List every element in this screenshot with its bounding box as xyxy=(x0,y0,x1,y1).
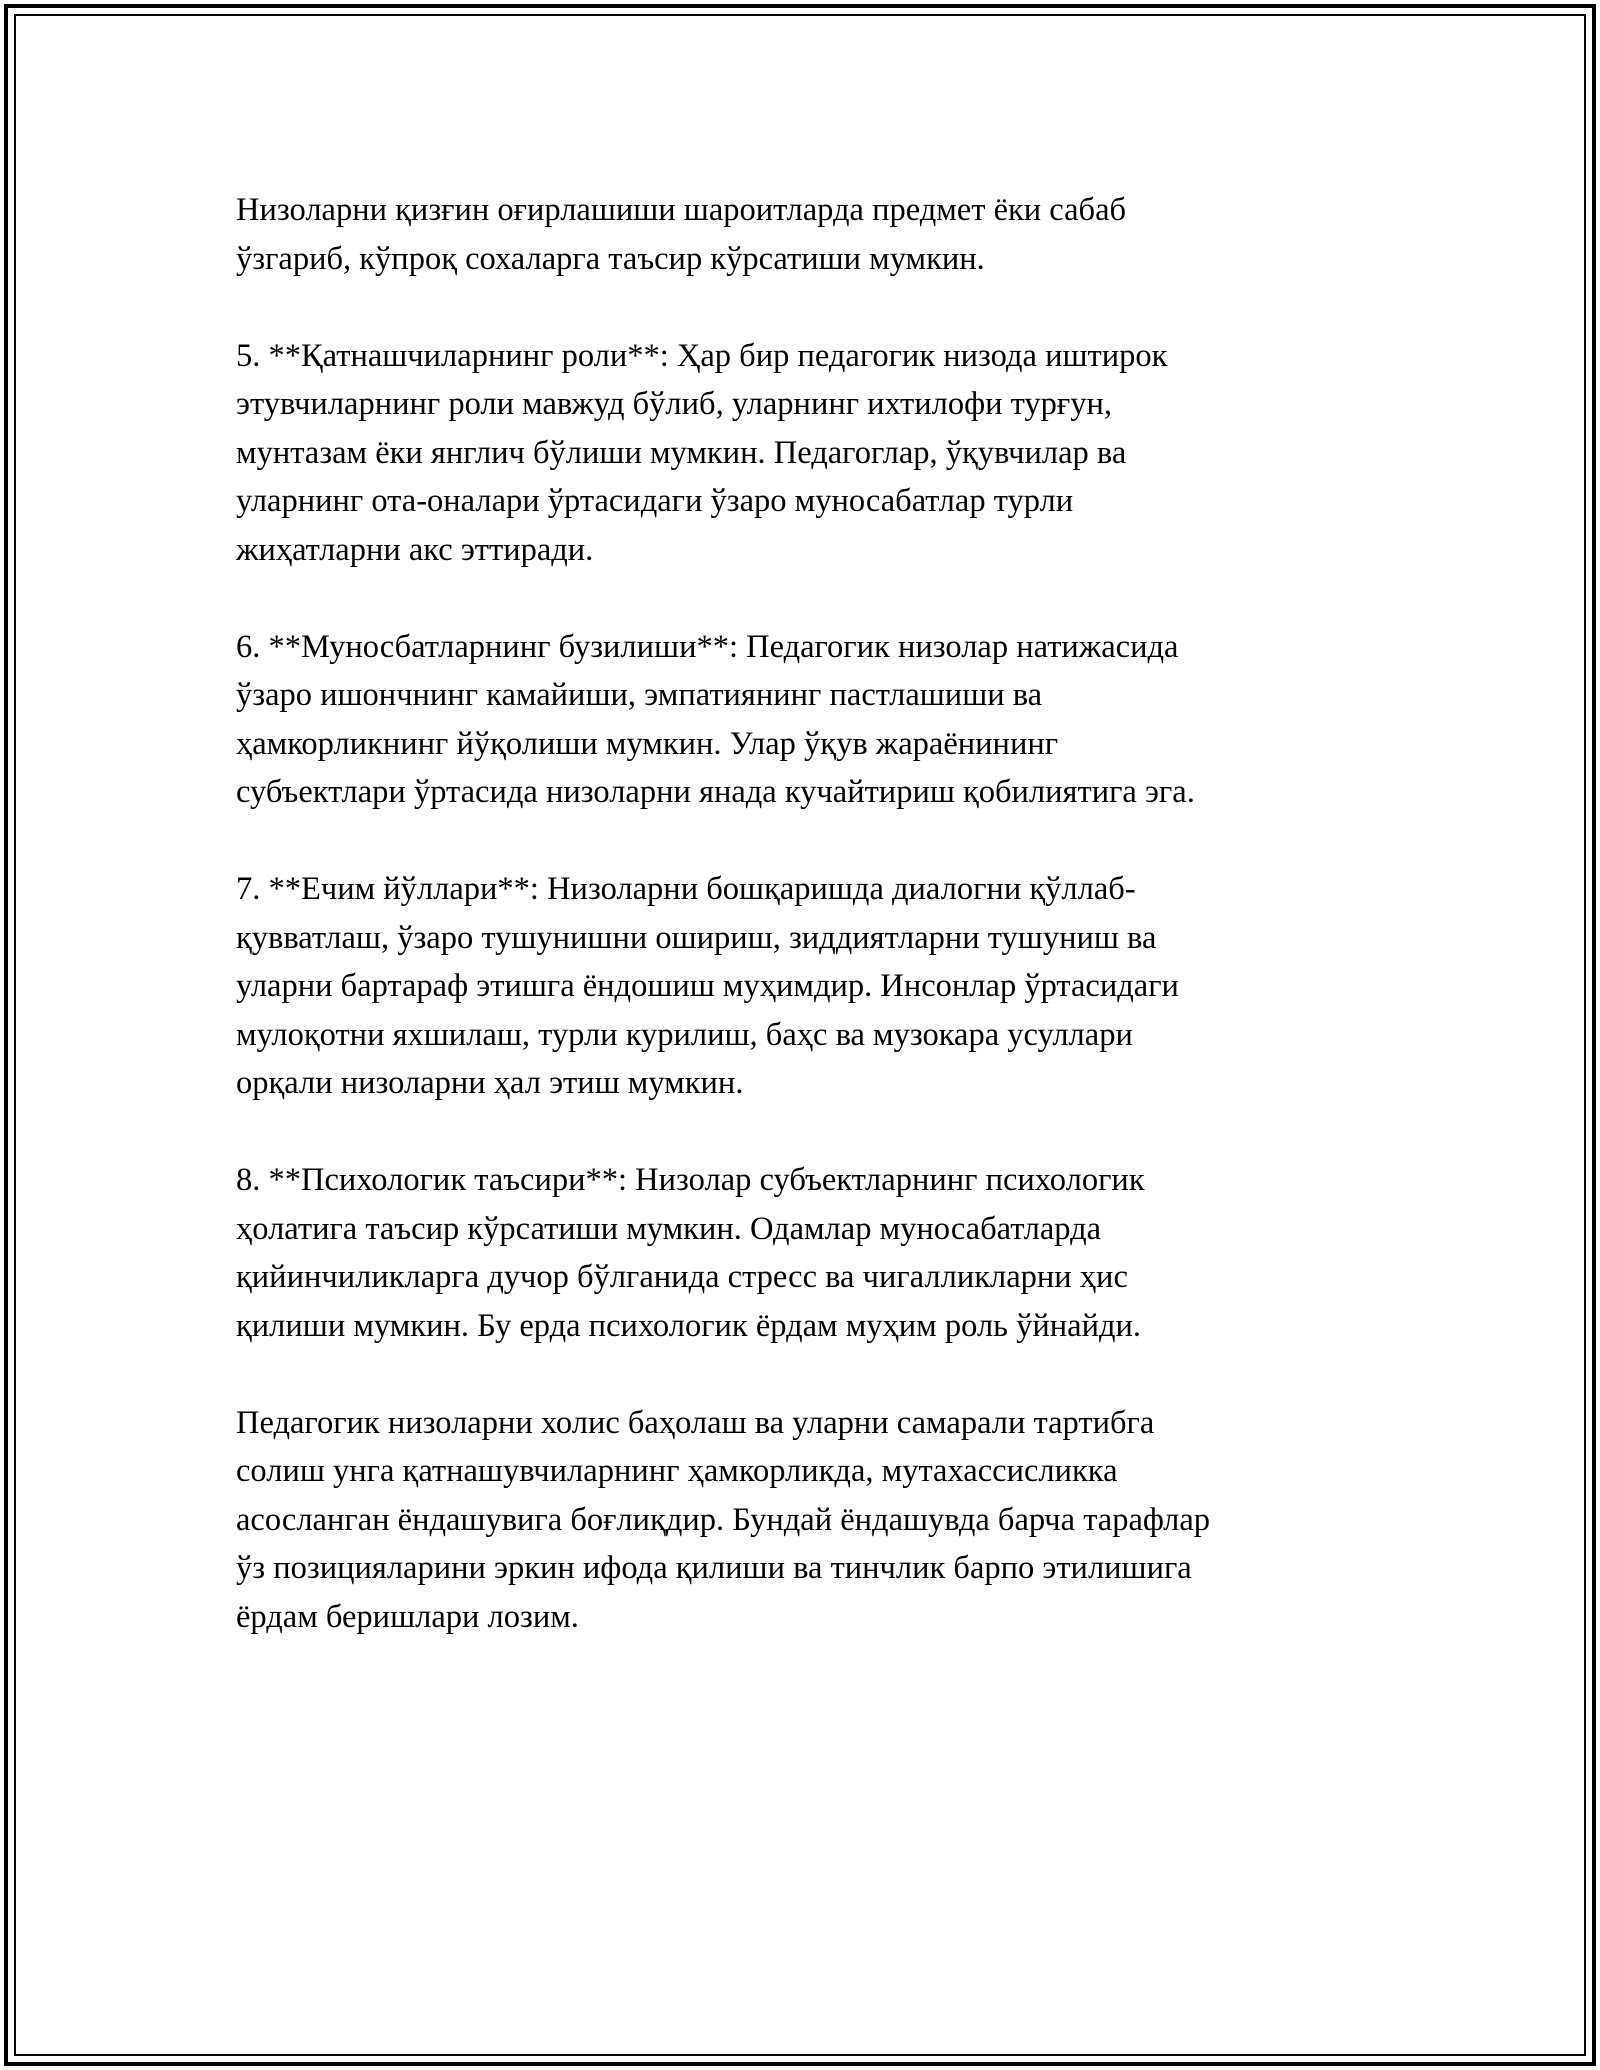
paragraph-conclusion: Педагогик низоларни холис баҳолаш ва уларни самарали тартибга солиш унга қатнашувчиларнинг ҳамкорликда, мутахассисликка асосланган ёндашувига боғлиқдир. Бундай ёндашувда барча тарафлар ўз позицияларини эркин ифода қилиши ва тинчлик барпо этилишига ёрдам беришлари лозим. xyxy=(236,1404,1211,1635)
paragraph-intro: Низоларни қизғин оғирлашиши шароитларда предмет ёки сабаб ўзгариб, кўпроқ сохаларга таъсир кўрсатиши мумкин. xyxy=(236,192,1127,277)
paragraph-item-5: 5. **Қатнашчиларнинг роли**: Ҳар бир педагогик низода иштирок этувчиларнинг роли мавжуд бўлиб, уларнинг ихтилофи турғун, мунтазам ёки янглич бўлиши мумкин. Педагоглар, ўқувчилар ва уларнинг ота-оналари ўртасидаги ўзаро муносабатлар турли жиҳатларни акс эттиради. xyxy=(236,337,1168,568)
paragraph-item-8: 8. **Психологик таъсири**: Низолар субъектларнинг психологик ҳолатига таъсир кўрсатиши мумкин. Одамлар муносабатларда қийинчиликларга дучор бўлганида стресс ва чигалликларни ҳис қилиши мумкин. Бу ерда психологик ёрдам муҳим роль ўйнайди. xyxy=(236,1162,1145,1344)
paragraph-item-7: 7. **Ечим йўллари**: Низоларни бошқаришда диалогни қўллаб- қувватлаш, ўзаро тушунишни ошириш, зиддиятларни тушуниш ва уларни бартараф этишга ёндошиш муҳимдир. Инсонлар ўртасидаги мулоқотни яхшилаш, турли курилиш, баҳс ва музокара усуллари орқали низоларни ҳал этиш мумкин. xyxy=(236,871,1179,1101)
document-body xyxy=(236,186,1366,1690)
paragraph-item-6: 6. **Муносбатларнинг бузилиши**: Педагогик низолар натижасида ўзаро ишончнинг камайиши, эмпатиянинг пастлашиши ва ҳамкорликнинг йўқолиши мумкин. Улар ўқув жараёнининг субъектлари ўртасида низоларни янада кучайтириш қобилиятига эга. xyxy=(236,628,1195,810)
